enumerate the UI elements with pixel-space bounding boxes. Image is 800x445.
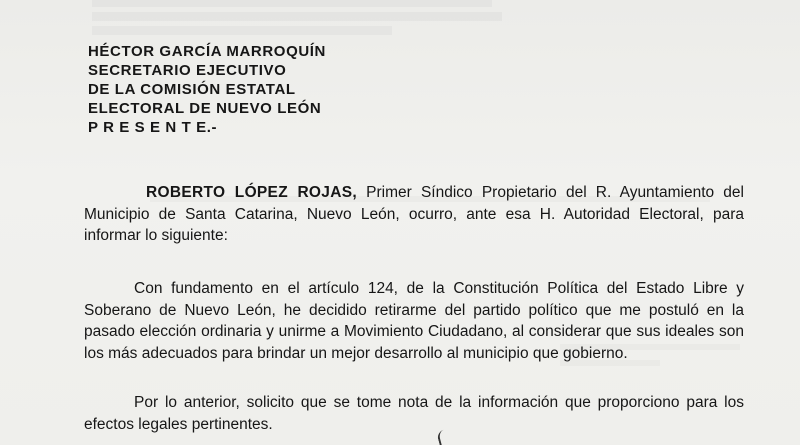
addressee-block — [88, 42, 326, 137]
addressee-name: HÉCTOR GARCÍA MARROQUÍN — [88, 43, 326, 60]
addressee-org-line1: DE LA COMISIÓN ESTATAL — [88, 81, 296, 98]
paragraph-main: Con fundamento en el artículo 124, de la Constitución Política del Estado Libre y Soberano de Nuevo León, he decidido retirarme del partido político que me postuló en la pasado elección ordinaria y unirme a Movimiento Ciudadano, al considerar que sus ideales son los más adecuados para brindar un mejor desarrollo al municipio que gobierno. — [84, 280, 744, 362]
addressee-title: SECRETARIO EJECUTIVO — [88, 62, 287, 79]
paragraph-intro-text: Primer Síndico Propietario del R. Ayuntamiento del Municipio de Santa Catarina, Nuevo León, ocurro, ante esa H. Autoridad Electoral, para informar lo siguiente: — [84, 184, 744, 244]
bleed-through-header — [92, 0, 512, 41]
presente-salutation: P R E S E N T E.- — [88, 119, 218, 136]
sender-name: ROBERTO LÓPEZ ROJAS, — [146, 184, 357, 201]
addressee-org-line2: ELECTORAL DE NUEVO LEÓN — [88, 100, 322, 117]
paragraph-request: Por lo anterior, solicito que se tome nota de la información que proporciono para los efectos legales pertinentes. — [84, 394, 744, 433]
paragraph-intro — [84, 182, 744, 247]
bleed-through-graphic — [92, 0, 512, 36]
